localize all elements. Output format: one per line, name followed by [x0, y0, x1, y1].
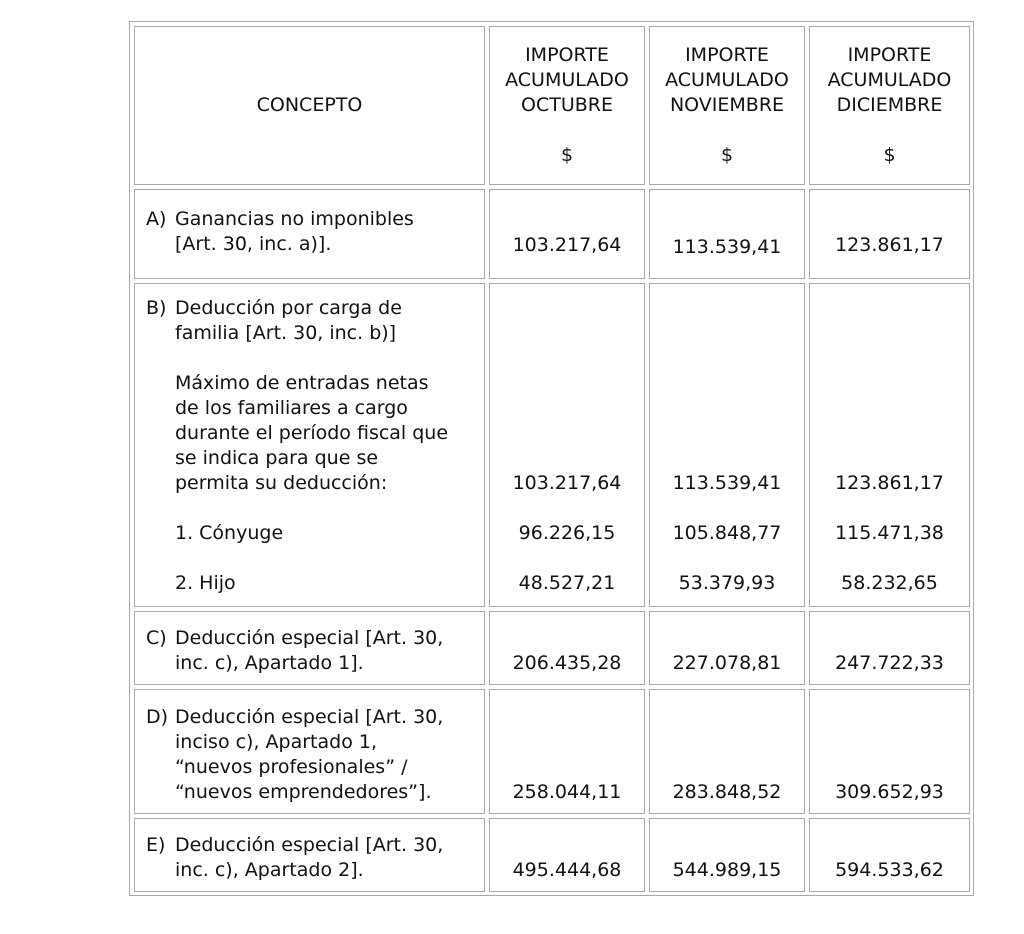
header-noviembre-line1: IMPORTE: [685, 44, 769, 66]
row-b-max-line4: se indica para que se: [175, 447, 379, 469]
row-a-octubre-cell: [489, 189, 645, 279]
row-d-noviembre-cell: [649, 689, 805, 814]
row-a-noviembre: 113.539,41: [672, 236, 782, 258]
row-e-concepto-cell: [134, 818, 485, 892]
header-noviembre-currency: $: [720, 144, 734, 166]
row-c-octubre-cell: [489, 611, 645, 685]
row-b-diciembre-cell: [809, 283, 970, 607]
row-a-line1: Ganancias no imponibles: [175, 208, 414, 230]
row-d-diciembre: 309.652,93: [835, 781, 944, 803]
row-e-line1: Deducción especial [Art. 30,: [175, 834, 444, 856]
row-e-octubre-cell: [489, 818, 645, 892]
row-d-octubre: 258.044,11: [512, 781, 622, 803]
row-b-noviembre: 113.539,41: [672, 472, 782, 494]
row-c-diciembre-cell: [809, 611, 970, 685]
row-b-conyuge-noviembre: 105.848,77: [672, 522, 782, 544]
row-a-diciembre-cell: [809, 189, 970, 279]
row-a-concepto-cell: [134, 189, 485, 279]
header-octubre-cell: [489, 26, 645, 185]
row-d-concepto-cell: [134, 689, 485, 814]
row-e-diciembre-cell: [809, 818, 970, 892]
header-diciembre-line1: IMPORTE: [847, 44, 932, 66]
header-octubre-line3: OCTUBRE: [521, 94, 613, 116]
row-b-octubre: 103.217,64: [512, 472, 622, 494]
row-a-octubre: 103.217,64: [512, 234, 622, 256]
row-b-max-line2: de los familiares a cargo: [175, 397, 408, 419]
row-b-max-line1: Máximo de entradas netas: [175, 372, 429, 394]
row-d-line1: Deducción especial [Art. 30,: [175, 706, 444, 728]
row-b-concepto-cell: [134, 283, 485, 607]
header-noviembre-line3: NOVIEMBRE: [669, 94, 785, 116]
row-d-line2: inciso c), Apartado 1,: [175, 731, 378, 753]
row-b-diciembre: 123.861,17: [835, 472, 944, 494]
header-diciembre-currency: $: [883, 144, 896, 166]
row-d-letter: D): [146, 706, 169, 728]
row-b-hijo-diciembre: 58.232,65: [841, 572, 938, 594]
row-b-hijo-noviembre: 53.379,93: [678, 572, 776, 594]
row-b-line1: Deducción por carga de: [175, 297, 402, 319]
row-e-octubre: 495.444,68: [512, 859, 622, 881]
header-octubre-line2: ACUMULADO: [505, 69, 629, 91]
header-concepto: CONCEPTO: [256, 94, 363, 116]
row-d-line3: “nuevos profesionales” /: [175, 756, 408, 778]
header-octubre-line1: IMPORTE: [525, 44, 609, 66]
row-e-diciembre: 594.533,62: [835, 859, 944, 881]
row-a-noviembre-cell: [649, 189, 805, 279]
header-diciembre-cell: [809, 26, 970, 185]
row-b-octubre-cell: [489, 283, 645, 607]
row-b-conyuge-diciembre: 115.471,38: [835, 522, 944, 544]
row-b-max-line3: durante el período fiscal que: [175, 422, 449, 444]
row-c-line2: inc. c), Apartado 1].: [175, 652, 364, 674]
row-d-line4: “nuevos emprendedores”].: [175, 781, 432, 803]
row-d-octubre-cell: [489, 689, 645, 814]
row-d-diciembre-cell: [809, 689, 970, 814]
row-e-line2: inc. c), Apartado 2].: [175, 859, 364, 881]
row-a-letter: A): [146, 208, 167, 230]
row-e-letter: E): [146, 834, 166, 856]
row-e-noviembre-cell: [649, 818, 805, 892]
header-concepto-cell: [134, 26, 485, 185]
header-noviembre-cell: [649, 26, 805, 185]
row-b-conyuge-octubre: 96.226,15: [518, 522, 616, 544]
row-c-letter: C): [146, 627, 167, 649]
header-diciembre-line2: ACUMULADO: [827, 69, 952, 91]
row-b-hijo-octubre: 48.527,21: [518, 572, 616, 594]
header-noviembre-line2: ACUMULADO: [665, 69, 789, 91]
row-b-letter: B): [146, 297, 167, 319]
row-c-diciembre: 247.722,33: [835, 652, 944, 674]
deductions-table: [129, 21, 974, 896]
row-c-noviembre: 227.078,81: [672, 652, 782, 674]
row-a-line2: [Art. 30, inc. a)].: [175, 233, 332, 255]
row-c-line1: Deducción especial [Art. 30,: [175, 627, 444, 649]
row-c-noviembre-cell: [649, 611, 805, 685]
row-c-concepto-cell: [134, 611, 485, 685]
row-e-noviembre: 544.989,15: [672, 859, 782, 881]
header-octubre-currency: $: [560, 144, 574, 166]
row-b-hijo-label: 2. Hijo: [175, 572, 236, 594]
row-b-noviembre-cell: [649, 283, 805, 607]
row-b-max-line5: permita su deducción:: [175, 472, 388, 494]
row-a-diciembre: 123.861,17: [835, 234, 944, 256]
row-b-conyuge-label: 1. Cónyuge: [175, 522, 284, 544]
row-b-line2: familia [Art. 30, inc. b)]: [175, 322, 397, 344]
row-d-noviembre: 283.848,52: [672, 781, 782, 803]
header-diciembre-line3: DICIEMBRE: [836, 94, 943, 116]
row-c-octubre: 206.435,28: [512, 652, 622, 674]
